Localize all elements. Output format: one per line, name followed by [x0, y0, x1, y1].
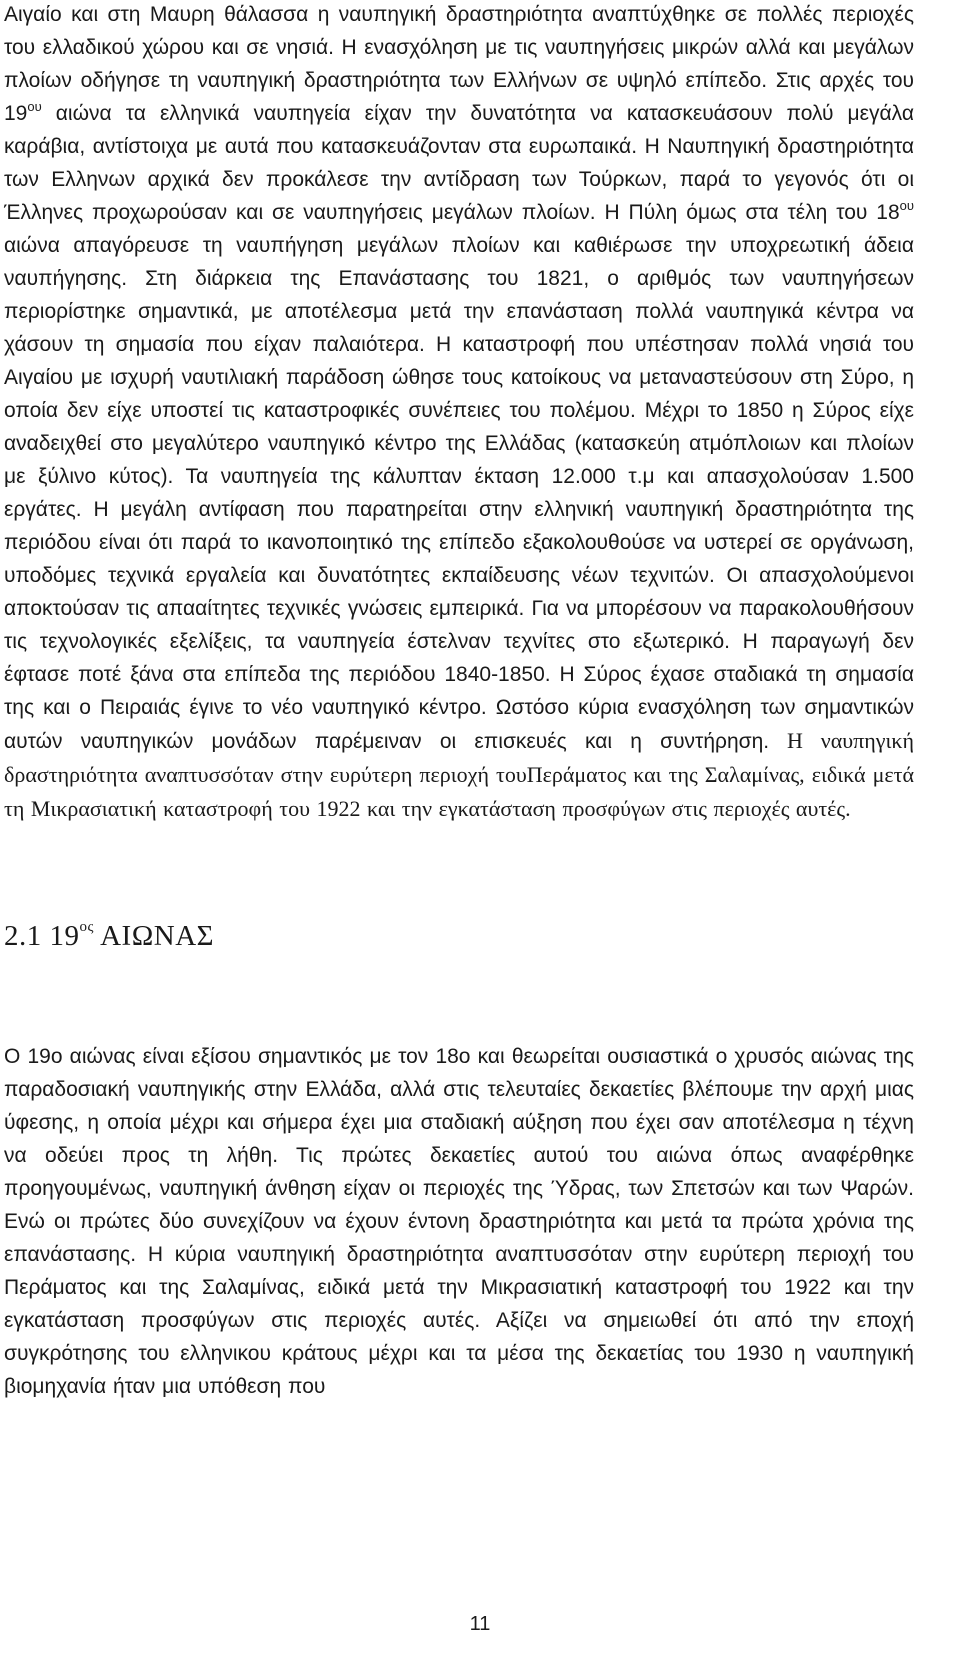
section-heading [4, 916, 914, 956]
paragraph-text: Αιγαίο και στη Μαυρη θάλασσα η ναυπηγική δραστηριότητα αναπτύχθηκε σε πολλές περιοχές του ελλαδικού χώρου και σε νησιά. Η ενασχόληση με τις ναυπηγήσεις μικρών αλλά και μεγάλων πλοίων οδήγησε τη ναυπηγική δραστηριότητα των Ελλήνων σε υψηλό επίπεδο. Στις αρχές του 19 [4, 3, 914, 125]
paragraph-text: αιώνα τα ελληνικά ναυπηγεία είχαν την δυνατότητα να κατασκευάσουν πολύ μεγάλα καράβια, αντίστοιχα με αυτά που κατασκευάζονταν στα ευρωπαικά. Η Ναυπηγική δραστηριότητα των Ελληνων αρχικά δεν προκάλεσε την αντίδραση των Τούρκων, παρά το γεγονός ότι οι Έλληνες προχωρούσαν και σε ναυπηγήσεις μεγάλων πλοίων. Η Πύλη όμως στα τέλη του 18 [4, 102, 914, 224]
heading-number: 2.1 19 [4, 920, 80, 952]
superscript: ου [899, 198, 914, 213]
paragraph-text: αιώνα απαγόρευσε τη ναυπήγηση μεγάλων πλοίων και καθιέρωσε την υποχρεωτική άδεια ναυπήγησης. Στη διάρκεια της Επανάστασης του 1821, ο αριθμός των ναυπηγήσεων περιορίστηκε σημαντικά, με αποτέλεσμα μετά την επανάσταση πολλά ναυπηγικά κέντρα να χάσουν τη σημασία που είχαν παλαιότερα. Η καταστροφή που υπέστησαν πολλά νησιά του Αιγαίου με ισχυρή ναυτιλιακή παράδοση ώθησε τους κατοίκους να μεταναστεύσουν στη Σύρο, η οποία δεν είχε υποστεί τις καταστροφικές συνέπειες του πολέμου. Μέχρι το 1850 η Σύρος είχε αναδειχθεί στο μεγαλύτερο ναυπηγικό κέντρο της Ελλάδας (κατασκεύη ατμόπλοιων και πλοίων με ξύλινο κύτος). Τα ναυπηγεία της κάλυπταν έκταση 12.000 τ.μ και απασχολούσαν 1.500 εργάτες. Η μεγάλη αντίφαση που παρατηρείται στην ελληνική ναυπηγική δραστηριότητα της περιόδου είναι ότι παρά το ικανοποιητικό της επίπεδο εξακολουθούσε να υστερεί σε οργάνωση, υποδόμες τεχνικά εργαλεία και δυνατότητες εκπαίδευσης νέων τεχνιτών. Οι απασχολούμενοι αποκτούσαν τις απααίτητες τεχνικές γνώσεις εμπειρικά. Για να μπορέσουν να παρακολουθήσουν τις τεχνολογικές εξελίξεις, τα ναυπηγεία έστελναν τεχνίτες στο εξωτερικό. Η παραγωγή δεν έφτασε ποτέ ξάνα στα επίπεδα της περιόδου 1840-1850. Η Σύρος έχασε σταδιακά τη σημασία της και ο Πειραιάς έγινε το νέο ναυπηγικό κέντρο. Ωστόσο κύρια ενασχόληση των σημαντικών αυτών ναυπηγικών μονάδων παρέμειναν οι επισκευές και η συντήρηση. [4, 234, 914, 753]
document-page [4, 0, 914, 1403]
heading-superscript: ος [79, 919, 94, 935]
page-number: 11 [469, 1613, 491, 1635]
heading-title: ΑΙΩΝΑΣ [93, 920, 215, 952]
body-paragraph [4, 1040, 914, 1403]
body-paragraph [4, 0, 914, 826]
paragraph-text-serif: Η ναυπηγική δραστηριότητα αναπτυσσόταν στην ευρύτερη περιοχή τουΠεράματος και της Σαλαμίνας, ειδικά μετά τη Μικρασιατική καταστροφή του 1922 και την εγκατάσταση προσφύγων στις περιοχές αυτές. [4, 728, 914, 821]
paragraph-text: Ο 19ο αιώνας είναι εξίσου σημαντικός με τον 18ο και θεωρείται ουσιαστικά ο χρυσός αιώνας της παραδοσιακή ναυπηγικής στην Ελλάδα, αλλά στις τελευταίες δεκαετίες βλέπουμε την αρχή μιας ύφεσης, η οποία μέχρι και σήμερα έχει μια σταδιακή αύξηση που έχει σαν αποτέλεσμα η τέχνη να οδεύει προς τη λήθη. Τις πρώτες δεκαετίες αυτού του αιώνα όπως αναφέρθηκε προηγουμένως, ναυπηγική άνθηση είχαν οι περιοχές της Ύδρας, των Σπετσών και των Ψαρών. Ενώ οι πρώτες δύο συνεχίζουν να έχουν έντονη δραστηριότητα και μετά τα πρώτα χρόνια της επανάστασης. Η κύρια ναυπηγική δραστηριότητα αναπτυσσόταν στην ευρύτερη περιοχή του Περάματος και της Σαλαμίνας, ειδικά μετά την Μικρασιατική καταστροφή του 1922 και την εγκατάσταση προσφύγων στις περιοχές αυτές. Αξίζει να σημειωθεί ότι από την εποχή συγκρότησης του ελληνικου κράτους μέχρι και τα μέσα της δεκαετίας του 1930 η ναυπηγική βιομηχανία ήταν μια υπόθεση που [4, 1045, 914, 1398]
superscript: ου [27, 99, 42, 114]
